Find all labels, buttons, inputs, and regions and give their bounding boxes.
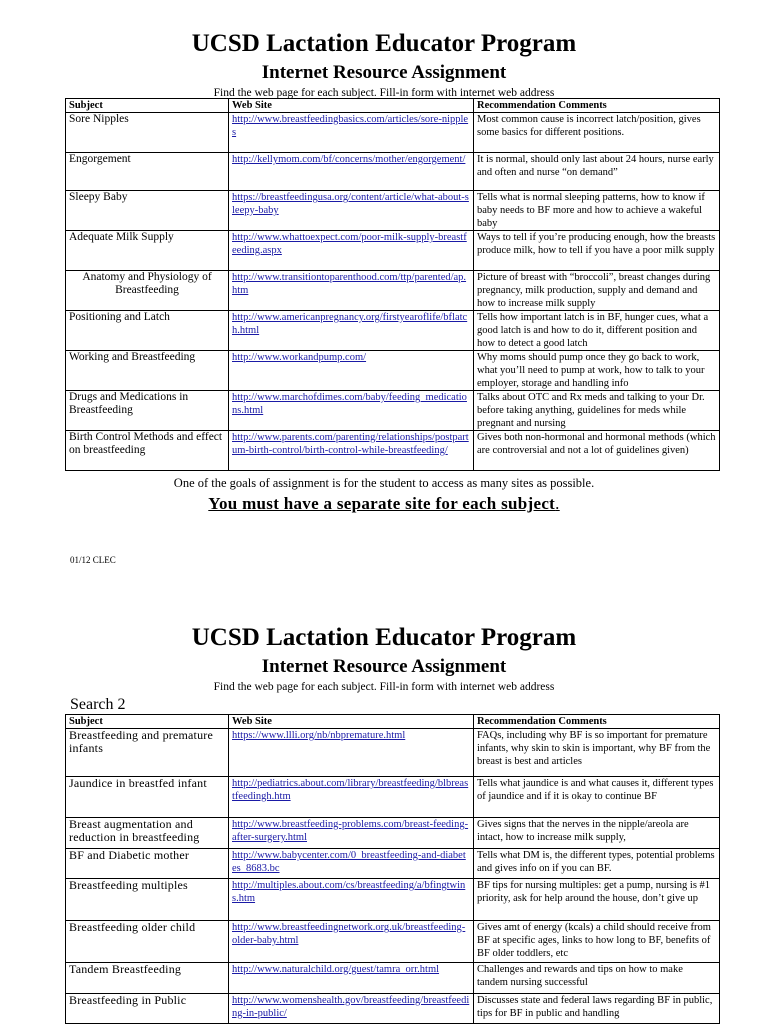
url-link[interactable]: http://www.womenshealth.gov/breastfeeding/breastfeeding-in-public/ [229, 994, 474, 1024]
subject-cell: Adequate Milk Supply [66, 231, 229, 271]
comment-cell: Tells what jaundice is and what causes it, different types of jaundice and if it is okay to continue BF [474, 777, 720, 818]
url-link[interactable]: http://www.workandpump.com/ [229, 351, 474, 391]
subject-cell: Breastfeeding in Public [66, 994, 229, 1024]
comment-cell: Tells what is normal sleeping patterns, how to know if baby needs to BF more and how to achieve a wakeful baby [474, 191, 720, 231]
header-subject: Subject [66, 715, 229, 729]
table-row [66, 391, 720, 431]
subject-cell: Tandem Breastfeeding [66, 963, 229, 994]
table-row [66, 994, 720, 1024]
subject-cell: Breastfeeding multiples [66, 879, 229, 921]
subject-cell: Breastfeeding and premature infants [66, 729, 229, 777]
comment-cell: Gives both non-hormonal and hormonal methods (which are controversial and not a lot of guidelines given) [474, 431, 720, 471]
resource-table [65, 714, 720, 1024]
url-link[interactable]: http://www.breastfeedingbasics.com/articles/sore-nipples [229, 113, 474, 153]
table-row [66, 153, 720, 191]
table-header-row [66, 99, 720, 113]
comment-cell: Most common cause is incorrect latch/position, gives some basics for different positions. [474, 113, 720, 153]
comment-cell: It is normal, should only last about 24 hours, nurse early and often and nurse “on demand” [474, 153, 720, 191]
url-link[interactable]: http://www.babycenter.com/0_breastfeeding-and-diabetes_8683.bc [229, 849, 474, 879]
subject-cell: Birth Control Methods and effect on breastfeeding [66, 431, 229, 471]
page-title: UCSD Lactation Educator Program [191, 30, 577, 57]
table-row [66, 311, 720, 351]
url-link[interactable]: http://www.naturalchild.org/guest/tamra_orr.html [229, 963, 474, 994]
header-comments: Recommendation Comments [474, 99, 720, 113]
warning-period: . [555, 494, 560, 513]
goal-note: One of the goals of assignment is for the student to access as many sites as possible. [173, 476, 595, 490]
header-website: Web Site [229, 715, 474, 729]
comment-cell: Why moms should pump once they go back to work, what you’ll need to pump at work, how to talk to your employer, storage and handling info [474, 351, 720, 391]
table-row [66, 231, 720, 271]
subject-cell: Positioning and Latch [66, 311, 229, 351]
subject-cell: Jaundice in breastfed infant [66, 777, 229, 818]
table-row [66, 191, 720, 231]
subject-cell: Working and Breastfeeding [66, 351, 229, 391]
comment-cell: Challenges and rewards and tips on how to make tandem nursing successful [474, 963, 720, 994]
subject-cell: Breastfeeding older child [66, 921, 229, 963]
page-subtitle: Internet Resource Assignment [261, 62, 507, 83]
url-link[interactable]: http://www.breastfeeding-problems.com/breast-feeding-after-surgery.html [229, 818, 474, 849]
url-link[interactable]: https://www.llli.org/nb/nbpremature.html [229, 729, 474, 777]
comment-cell: Gives signs that the nerves in the nipple/areola are intact, how to increase milk supply, [474, 818, 720, 849]
resource-table [65, 98, 720, 471]
url-link[interactable]: http://www.marchofdimes.com/baby/feeding_medications.html [229, 391, 474, 431]
comment-cell: Picture of breast with “broccoli”, breast changes during pregnancy, milk production, supply and demand and how to increase milk supply [474, 271, 720, 311]
table-row [66, 849, 720, 879]
subject-cell: Sore Nipples [66, 113, 229, 153]
url-link[interactable]: http://kellymom.com/bf/concerns/mother/engorgement/ [229, 153, 474, 191]
comment-cell: Talks about OTC and Rx meds and talking to your Dr. before taking anything, guidelines for meds while pregnant and nursing [474, 391, 720, 431]
table-header-row [66, 715, 720, 729]
subject-cell: Sleepy Baby [66, 191, 229, 231]
comment-cell: Ways to tell if you’re producing enough, how the breasts produce milk, how to tell if you have a poor milk supply [474, 231, 720, 271]
separate-site-warning [0, 494, 768, 514]
header-website: Web Site [229, 99, 474, 113]
subject-cell: Anatomy and Physiology of Breastfeeding [66, 271, 229, 311]
subject-cell: BF and Diabetic mother [66, 849, 229, 879]
table-row [66, 963, 720, 994]
url-link[interactable]: http://www.parents.com/parenting/relationships/postpartum-birth-control/birth-control-while-breastfeeding/ [229, 431, 474, 471]
url-link[interactable]: http://www.americanpregnancy.org/firstyearoflife/bflatch.html [229, 311, 474, 351]
comment-cell: Tells how important latch is in BF, hunger cues, what a good latch is and how to do it, different position and how to detect a good latch [474, 311, 720, 351]
comment-cell: Tells what DM is, the different types, potential problems and gives info on if you can BF. [474, 849, 720, 879]
page-subtitle: Internet Resource Assignment [261, 656, 507, 677]
table-row [66, 351, 720, 391]
table-row [66, 777, 720, 818]
url-link[interactable]: https://breastfeedingusa.org/content/article/what-about-sleepy-baby [229, 191, 474, 231]
comment-cell: Gives amt of energy (kcals) a child should receive from BF at specific ages, links to how long to BF, benefits of BF older toddlers, etc [474, 921, 720, 963]
header-comments: Recommendation Comments [474, 715, 720, 729]
table-row [66, 729, 720, 777]
warning-text: You must have a separate site for each subject [208, 494, 556, 513]
header-subject: Subject [66, 99, 229, 113]
table-row [66, 879, 720, 921]
page-title: UCSD Lactation Educator Program [191, 624, 577, 651]
url-link[interactable]: http://www.breastfeedingnetwork.org.uk/breastfeeding-older-baby.html [229, 921, 474, 963]
comment-cell: BF tips for nursing multiples: get a pump, nursing is #1 priority, ask for help around the house, don’t give up [474, 879, 720, 921]
url-link[interactable]: http://www.transitiontoparenthood.com/ttp/parented/ap.htm [229, 271, 474, 311]
table-row [66, 818, 720, 849]
instructions: Find the web page for each subject. Fill-in form with internet web address [213, 87, 555, 99]
footer-code: 01/12 CLEC [70, 555, 116, 565]
document-page-2 [0, 622, 768, 1019]
search-label: Search 2 [70, 696, 126, 713]
comment-cell: FAQs, including why BF is so important for premature infants, why skin to skin is important, why BF from the breast is best and articles [474, 729, 720, 777]
table-row [66, 271, 720, 311]
subject-cell: Breast augmentation and reduction in breastfeeding [66, 818, 229, 849]
url-link[interactable]: http://multiples.about.com/cs/breastfeeding/a/bfingtwins.htm [229, 879, 474, 921]
instructions: Find the web page for each subject. Fill-in form with internet web address [213, 681, 555, 693]
subject-cell: Engorgement [66, 153, 229, 191]
comment-cell: Discusses state and federal laws regarding BF in public, tips for BF in public and handling [474, 994, 720, 1024]
subject-cell: Drugs and Medications in Breastfeeding [66, 391, 229, 431]
table-row [66, 921, 720, 963]
url-link[interactable]: http://pediatrics.about.com/library/breastfeeding/blbreastfeedingh.htm [229, 777, 474, 818]
table-row [66, 113, 720, 153]
table-row [66, 431, 720, 471]
url-link[interactable]: http://www.whattoexpect.com/poor-milk-supply-breastfeeding.aspx [229, 231, 474, 271]
document-page-1 [0, 28, 768, 565]
